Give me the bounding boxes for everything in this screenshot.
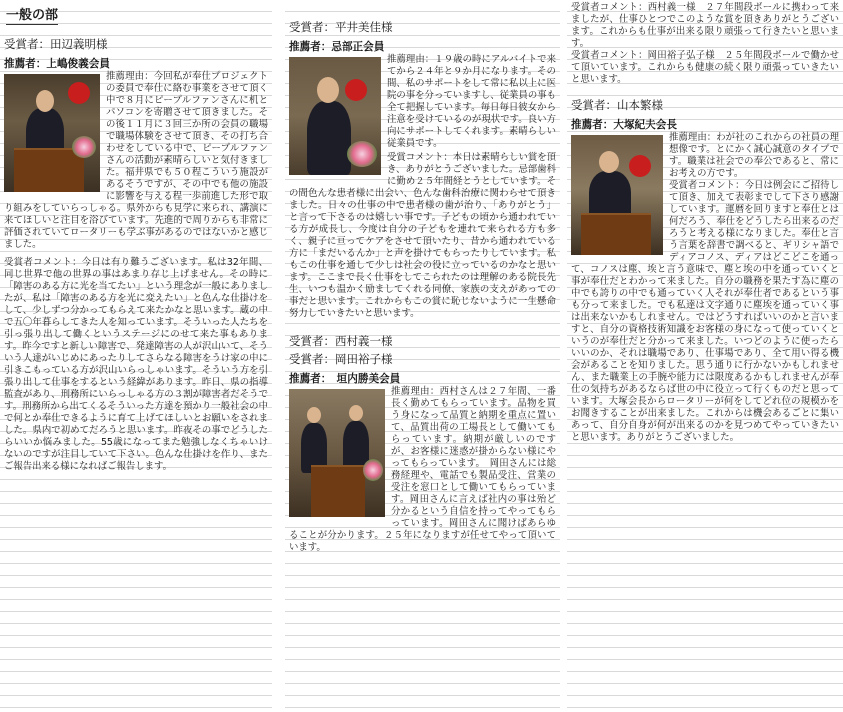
person-head xyxy=(307,407,321,423)
column-left xyxy=(0,0,272,712)
column-middle xyxy=(285,0,560,712)
recommender-imbe: 推薦者：忌部正会員 xyxy=(289,41,385,53)
recommender-otsuka: 推薦者：大塚紀夫会長 xyxy=(571,119,677,131)
speaker-head xyxy=(599,151,619,173)
flowers xyxy=(363,459,383,481)
photo-tanabe xyxy=(4,74,100,192)
comment-text-nishimura: 受賞者コメント：西村義一様 ２７年間段ボールに携わって来ましたが、仕事ひとつでこのような賞を頂きありがとうございます。これからも仕事が出来る限り頑張って行きたいと思います。 xyxy=(571,2,839,49)
speaker-figure xyxy=(307,101,351,175)
reason-text-yamamoto: 推薦理由：わが社のこれからの社員の理想像です。とにかく誠心誠意のタイプです。職業は社会での奉公であると、常にお考えの方です。 xyxy=(669,132,839,179)
photo-yamamoto xyxy=(571,135,663,255)
comment-text-hirai: 受賞コメント：本日は素晴らしい賞を頂き、ありがとうございました。忌部歯科に勤め２５年間経とうとしています。その間色んな患者様に出会い、色んな歯科治療に関わらせて頂きました。日々の仕事の中で患者様の歯が治り、「ありがとう」と言って下さるのは嬉しい事です。子どもの頃から通われている方が成長し、今度は自分の子どもを連れて来られる方も多く、親子に亘ってケアをさせて頂いたり、昔から通われている方に「まだいるんか」と声を掛けてもらったりしています。私もこの仕事を通して少しは社会の役に立っているのかなと思います。ここまで長く仕事をしてこられたのは理解のある院長先生、いつも温かく励ましてくれる同僚、家族の支えがあっての事だと思います。これからもこの賞に恥じないように一生懸命努力していきたいと思います。 xyxy=(289,152,556,319)
speaker-head xyxy=(317,77,339,103)
comment-text-yamamoto: 受賞者コメント：今日は例会にご招待して頂き、加えて表彰までして下さり感謝しています。運暦を回りますと奉仕とは何だろう、奉仕をどうしたら出来るのだろうと考える様になりました。奉仕と言う言葉を辞書で調べると、ギリシャ語でディアコノス、ディアはどこどこを通って、コノスは塵、埃と言う意味で、塵と埃の中を通っていくと事が奉仕だとわかって来ました。自分の職務を果たす為に塵の中でも誇りの中でも通っていく人それが奉仕者であるという事も分って来ました。でも私達は文字通りに塵埃を通っていく事は出来ないかもしれません。ではどうすればいいのかと言いますと、自分の資格技術知識をお客様の身になって使っていくというのが奉仕だと分かって来ました。いつどのように使ったらいいのか、それは職場であり、仕事場であり、全て用い得る機会があることを知りました。思う通りに行かないかもしれません、また職業上の手腕や能力には限度あるかもしれませんが奉仕の気持ちがあるならば世の中に役立って行くものだと思っています。大塚会長からロータリーが何をしてどれ位の規模かをお聞きすることが出来ました。これからは機会あるごとに集いあって、自分自身が何が出来るのかを見つめてやっていきたいと思います。ありがとうございました。 xyxy=(571,180,839,443)
awardee-heading-hirai: 受賞者：平井美佳様 xyxy=(289,20,393,34)
recommender-kakiuchi: 推薦者： 垣内勝美会員 xyxy=(289,373,401,385)
column-right xyxy=(567,0,843,712)
awardee-heading-okada: 受賞者：岡田裕子様 xyxy=(289,352,393,366)
section-title: 一般の部 xyxy=(6,4,58,25)
flag-icon xyxy=(68,82,90,104)
photo-hirai xyxy=(289,57,381,175)
flag-icon xyxy=(345,79,367,101)
comment-text-tanabe: 受賞者コメント：今日は有り難うございます。私は32年間、同じ世界で他の世界の事はあまり存じ上げません。その時に「障害のある方に光を当てたい」という理念が一般にありましたが、私は「障害のある方を光に変えたい」と色んな仕掛けをして、少しずつ分かってもらえて来たかなと思います。蔵の中で五〇年暮らしてきた人を知っています。そういった人たちを引っ張り出して働くというステージにのせて来た事もあります。昨今ですと新しい障害で、発達障害の人が沢山いて、そういう人達がいじめにあったりしてさらなる障害をうけ家の中に引きこもっている方が沢山いらっしゃいます。そういう方を引張り出して仕事をするという経緯があります。昨日、県の指導監査があり、刑務所にいらっしゃる方の３割が障害者だそうです。刑務所から出てくるそういった方達を預かり一般社会の中で何とか奉仕できるように育て上げてほしいとお願いをされました。県内で初めてだろうと思います。昨夜その事でどうしたらいいか悩みました。55歳になってまた勉強しなくちゃいけないのですが注目していて下さい。色んな仕掛けを作り、またご報告出来る様になればご報告します。 xyxy=(4,257,268,472)
speaker-head xyxy=(36,90,54,112)
person-head xyxy=(349,405,363,421)
flowers xyxy=(72,136,96,158)
flag-icon xyxy=(629,155,651,177)
podium xyxy=(14,148,84,192)
podium xyxy=(311,465,365,517)
awardee-heading-tanabe: 受賞者：田辺義明様 xyxy=(4,37,108,51)
recommender-uejima: 推薦者：上嶋俊義会員 xyxy=(4,58,110,70)
podium xyxy=(581,213,651,255)
reason-text-tanabe: 推薦理由：今回私が奉仕プロジェクトの委員で奉仕に絡む事業をさせて頂く中で８月にピープルファンさんに机とパソコンを寄贈させて頂きました。その後１１月に３回三か所の会員の職場で職場体験をさせて頂き、その打ち合わせをしている中で、ピープルファンさんの活動が素晴らしいと気付きました。福井県でも５０程こういう施設があるそうですが、その中でも他の施設に影響を与える程一歩前進した形で取り組みをしていらっしゃる。県外からも見学に来られ、講演に来てほしいと注目を浴びています。先進的で周りからも非常に評価されていてロータリーも学ぶ事があるのではないかと感じました。 xyxy=(4,71,268,250)
flowers xyxy=(347,141,377,167)
photo-nishimura-okada xyxy=(289,389,385,517)
comment-text-okada: 受賞者コメント：岡田裕子弘子様 ２５年間段ボールで働かせて頂いています。これからも健康の続く限り頑張っていきたいと思います。 xyxy=(571,50,839,85)
reason-text-hirai: 推薦理由：１９歳の時にアルバイトで来てから２４年と９か月になります。その間、私のサポートをして常に私以上に医院の事を分っていますし、従業員の事も全て把握しています。毎日毎日彼女から注意を受けているのが現状です。良い方向にサポートしてくれます。素晴らしい従業員です。 xyxy=(387,54,556,149)
awardee-heading-nishimura: 受賞者：西村義一様 xyxy=(289,334,393,348)
awardee-heading-yamamoto: 受賞者：山本繁様 xyxy=(571,98,663,112)
reason-text-nishimura-okada: 推薦理由：西村さんは２７年間、一番長く勤めてもらっています。品物を買う身になって品質と納期を重点に置いて、品質出荷の工場長として働いてもらっています。納期が厳しいのですが、お客様に迷惑が掛からない様にやってもらっています。 岡田さんには総務経理や、電話でも製品受注、営業の受注を窓口として働いてもらっています。岡田さんに言えば社内の事は殆ど分かるという自信を持ってやってもらっています。岡田さんに聞けばあらゆることが分かります。２５年になりますが任せてやって頂いています。 xyxy=(289,386,556,553)
